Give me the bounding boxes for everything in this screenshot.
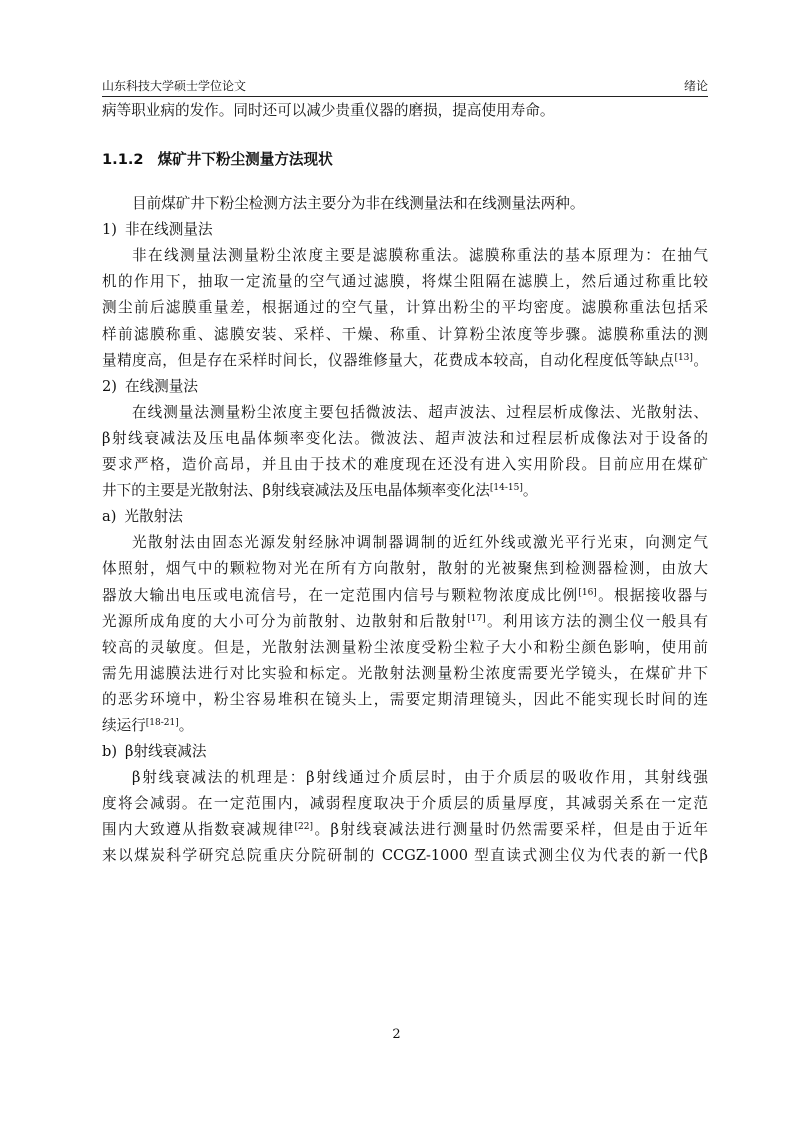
header-rule bbox=[102, 96, 708, 97]
text-line: 体照射，烟气中的颗粒物对光在所有方向散射，散射的光被聚焦到检测器检测，由放大 bbox=[102, 560, 708, 578]
text-fragment: 续运行 bbox=[102, 716, 146, 734]
list-item-title: β射线衰减法 bbox=[125, 743, 207, 761]
text-fragment: 。利用该方法的测尘仪一般具有 bbox=[485, 612, 708, 630]
text-line bbox=[102, 348, 708, 374]
list-item-online bbox=[102, 374, 708, 400]
overview-paragraph: 目前煤矿井下粉尘检测方法主要分为非在线测量法和在线测量法两种。 bbox=[132, 195, 585, 213]
header-chapter-title: 绪论 bbox=[683, 79, 708, 93]
list-item-offline bbox=[102, 217, 708, 243]
text-line: 光散射法由固态光源发射经脉冲调制器调制的近红外线或激光平行光束，向测定气 bbox=[132, 534, 708, 552]
paragraph-beta-ray bbox=[102, 765, 708, 869]
text-line bbox=[102, 817, 708, 843]
text-line bbox=[102, 478, 708, 504]
list-item-title: 在线测量法 bbox=[124, 377, 198, 395]
text-fragment: 。 bbox=[522, 482, 538, 500]
text-fragment: 量精度高，但是存在采样时间长，仪器维修量大，花费成本较高，自动化程度低等缺点 bbox=[102, 351, 675, 369]
header-thesis-title: 山东科技大学硕士学位论文 bbox=[102, 79, 247, 93]
text-line: 来以煤炭科学研究总院重庆分院研制的 CCGZ-1000 型直读式测尘仪为代表的新一代β bbox=[102, 847, 708, 865]
paragraph-online-method bbox=[102, 400, 708, 504]
text-fragment: 光源所成角度的大小可分为前散射、边散射和后散射 bbox=[102, 612, 468, 630]
text-line: 度将会减弱。在一定范围内，减弱程度取决于介质层的质量厚度，其减弱关系在一定范 bbox=[102, 795, 708, 813]
text-line: 样前滤膜称重、滤膜安装、采样、干燥、称重、计算粉尘浓度等步骤。滤膜称重法的测 bbox=[102, 325, 708, 343]
text-line: 在线测量法测量粉尘浓度主要包括微波法、超声波法、过程层析成像法、光散射法、 bbox=[132, 403, 708, 421]
text-fragment: 。根据接收器与 bbox=[596, 586, 708, 604]
text-line: β射线衰减法的机理是：β射线通过介质层时，由于介质层的吸收作用，其射线强 bbox=[132, 769, 708, 787]
list-marker: 1) bbox=[102, 221, 117, 239]
text-line: 的恶劣环境中，粉尘容易堆积在镜头上，需要定期清理镜头，因此不能实现长时间的连 bbox=[102, 690, 708, 708]
list-item-title: 光散射法 bbox=[124, 508, 183, 526]
list-marker: b) bbox=[102, 743, 118, 761]
list-item-light-scattering bbox=[102, 504, 708, 530]
intro-tail-paragraph: 病等职业病的发作。同时还可以减少贵重仪器的磨损，提高使用寿命。 bbox=[102, 102, 555, 119]
section-number: 1.1.2 bbox=[102, 151, 144, 169]
text-line bbox=[102, 609, 708, 635]
text-line bbox=[102, 583, 708, 609]
page-header bbox=[102, 78, 708, 94]
citation-ref: [22] bbox=[294, 822, 314, 833]
text-line: 需先用滤膜法进行对比实验和标定。光散射法测量粉尘浓度需要光学镜头，在煤矿井下 bbox=[102, 664, 708, 682]
section-title: 煤矿井下粉尘测量方法现状 bbox=[157, 151, 333, 169]
text-fragment: 。β射线衰减法进行测量时仍然需要采样，但是由于近年 bbox=[313, 821, 708, 839]
text-line: 非在线测量法测量粉尘浓度主要是滤膜称重法。滤膜称重法的基本原理为：在抽气 bbox=[132, 247, 708, 265]
text-fragment: 。 bbox=[178, 716, 194, 734]
text-line: β射线衰减法及压电晶体频率变化法。微波法、超声波法和过程层析成像法对于设备的 bbox=[102, 429, 708, 447]
page-number: 2 bbox=[392, 1027, 401, 1042]
text-fragment: 井下的主要是光散射法、β射线衰减法及压电晶体频率变化法 bbox=[102, 482, 490, 500]
list-item-beta-ray bbox=[102, 739, 708, 765]
section-heading bbox=[102, 147, 708, 173]
list-marker: a) bbox=[102, 508, 117, 526]
text-line bbox=[102, 713, 708, 739]
text-fragment: 围内大致遵从指数衰减规律 bbox=[102, 821, 295, 839]
citation-ref: [16] bbox=[578, 587, 597, 598]
page-body bbox=[102, 98, 708, 870]
citation-ref: [17] bbox=[467, 613, 486, 624]
text-fragment: 。 bbox=[692, 351, 708, 369]
list-marker: 2) bbox=[102, 377, 117, 395]
text-line: 要求严格，造价高昂，并且由于技术的难度现在还没有进入实用阶段。目前应用在煤矿 bbox=[102, 456, 708, 474]
text-line: 机的作用下，抽取一定流量的空气通过滤膜，将煤尘阻隔在滤膜上，然后通过称重比较 bbox=[102, 273, 708, 291]
text-line: 测尘前后滤膜重量差，根据通过的空气量，计算出粉尘的平均密度。滤膜称重法包括采 bbox=[102, 299, 708, 317]
text-fragment: 器放大输出电压或电流信号，在一定范围内信号与颗粒物浓度成比例 bbox=[102, 586, 579, 604]
citation-ref: [13] bbox=[674, 352, 693, 363]
paragraph-offline-method bbox=[102, 243, 708, 373]
text-line: 较高的灵敏度。但是，光散射法测量粉尘浓度受粉尘粒子大小和粉尘颜色影响，使用前 bbox=[102, 638, 708, 656]
paragraph-light-scattering bbox=[102, 530, 708, 739]
citation-ref: [18-21] bbox=[145, 717, 179, 728]
citation-ref: [14-15] bbox=[489, 483, 523, 494]
list-item-title: 非在线测量法 bbox=[124, 221, 213, 239]
